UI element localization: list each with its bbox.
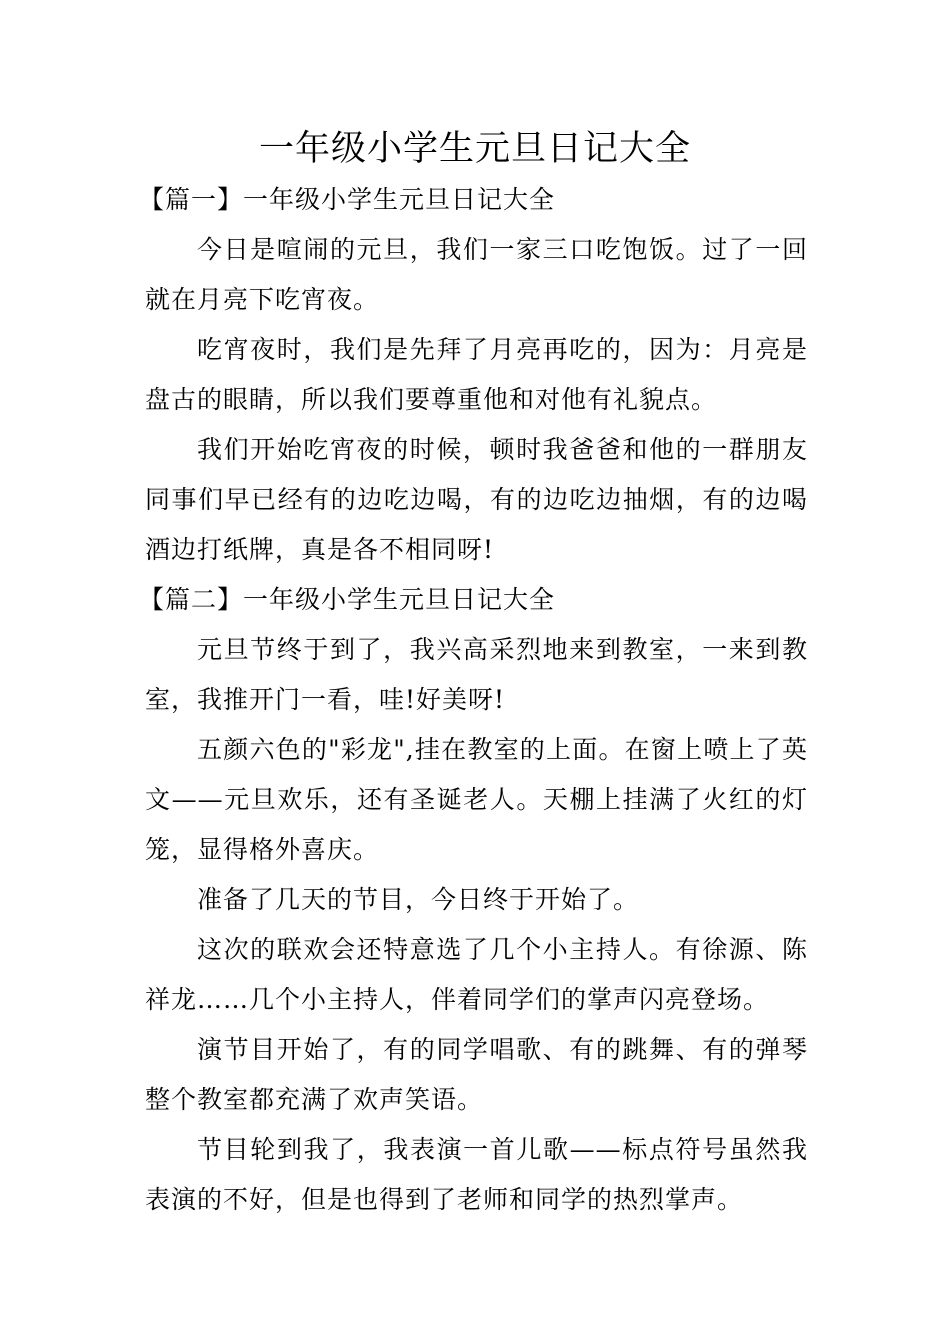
document-title: 一年级小学生元旦日记大全 bbox=[258, 129, 691, 169]
section-heading-1: 【篇一】一年级小学生元旦日记大全 bbox=[139, 185, 556, 214]
paragraph: 演节目开始了，有的同学唱歌、有的跳舞、有的弹琴整个教室都充满了欢声笑语。 bbox=[145, 1035, 808, 1114]
document-body bbox=[139, 175, 808, 1225]
paragraph: 节目轮到我了，我表演一首儿歌——标点符号虽然我表演的不好，但是也得到了老师和同学的热烈掌声。 bbox=[145, 1135, 808, 1214]
paragraph: 这次的联欢会还特意选了几个小主持人。有徐源、陈祥龙……几个小主持人，伴着同学们的掌声闪亮登场。 bbox=[145, 935, 808, 1014]
paragraph: 吃宵夜时，我们是先拜了月亮再吃的，因为：月亮是盘古的眼睛，所以我们要尊重他和对他有礼貌点。 bbox=[145, 335, 808, 414]
paragraph: 元旦节终于到了，我兴高采烈地来到教室，一来到教室，我推开门一看，哇!好美呀! bbox=[145, 635, 808, 714]
paragraph: 准备了几天的节目，今日终于开始了。 bbox=[197, 885, 640, 914]
paragraph: 我们开始吃宵夜的时候，顿时我爸爸和他的一群朋友同事们早已经有的边吃边喝，有的边吃边抽烟，有的边喝酒边打纸牌，真是各不相同呀! bbox=[145, 435, 808, 564]
section-heading-2: 【篇二】一年级小学生元旦日记大全 bbox=[139, 585, 556, 614]
paragraph: 五颜六色的"彩龙",挂在教室的上面。在窗上喷上了英文——元旦欢乐，还有圣诞老人。天棚上挂满了火红的灯笼，显得格外喜庆。 bbox=[145, 735, 808, 864]
paragraph: 今日是喧闹的元旦，我们一家三口吃饱饭。过了一回就在月亮下吃宵夜。 bbox=[145, 235, 808, 314]
